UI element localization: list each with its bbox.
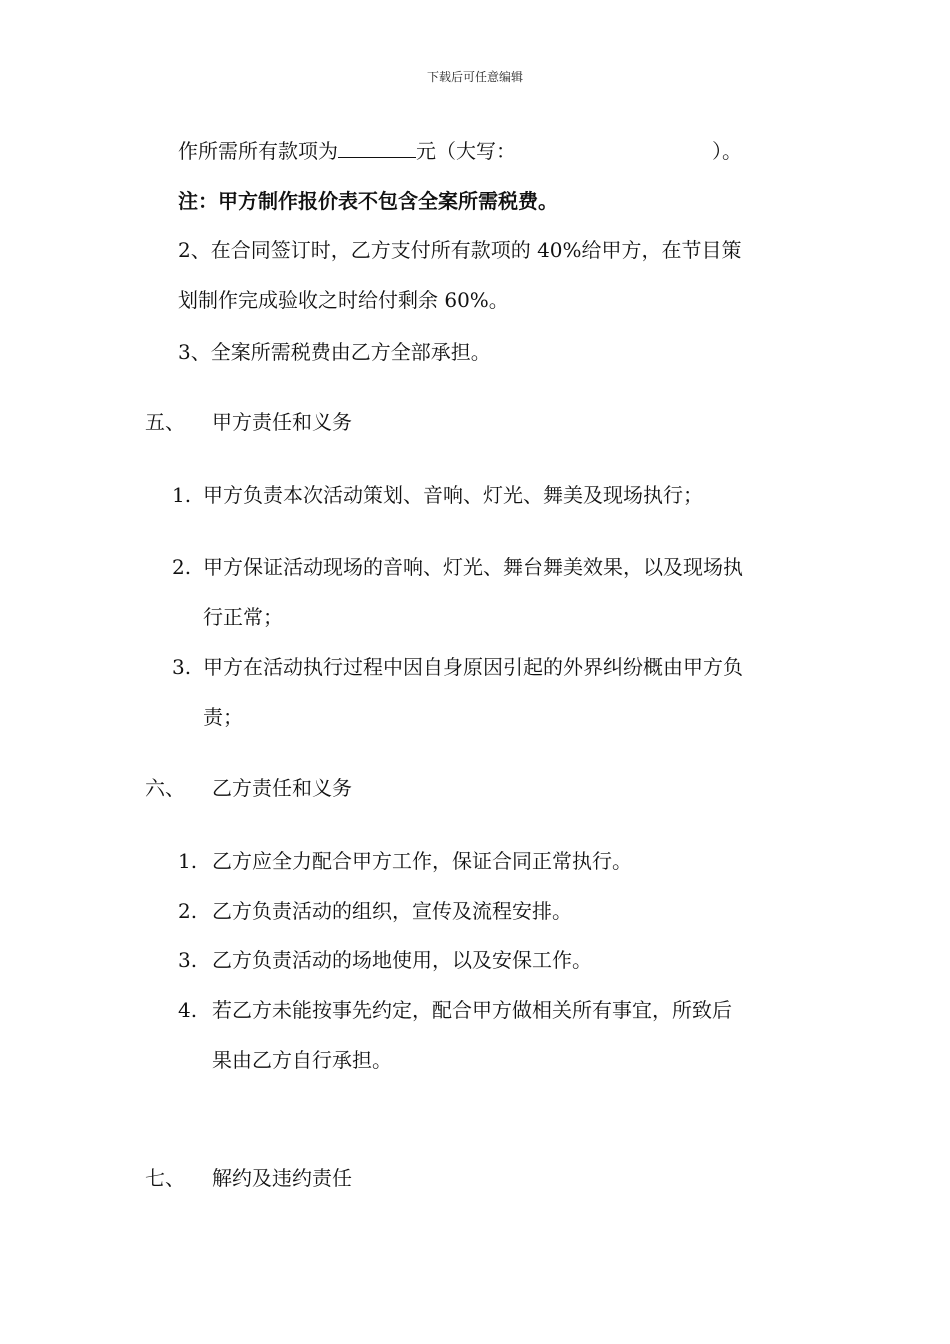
section-5-item-1: 甲方负责本次活动策划、音响、灯光、舞美及现场执行； bbox=[203, 483, 703, 507]
section-5-item-3-line-1: 甲方在活动执行过程中因自身原因引起的外界纠纷概由甲方负 bbox=[203, 655, 743, 679]
section-6-item-2: 乙方负责活动的组织，宣传及流程安排。 bbox=[212, 899, 572, 923]
section-6-title: 乙方责任和义务 bbox=[212, 776, 352, 800]
section-6-item-1: 乙方应全力配合甲方工作，保证合同正常执行。 bbox=[212, 849, 632, 873]
section-5-item-1-num: 1. bbox=[172, 483, 192, 507]
section-6-item-4-num: 4. bbox=[178, 998, 198, 1022]
section-6-item-2-num: 2. bbox=[178, 899, 198, 923]
page-header: 下载后可任意编辑 bbox=[426, 70, 523, 84]
section-6-item-4-line-2: 果由乙方自行承担。 bbox=[212, 1048, 392, 1072]
section-6-item-3-num: 3. bbox=[178, 948, 198, 972]
section-6-item-4-line-1: 若乙方未能按事先约定，配合甲方做相关所有事宜，所致后 bbox=[212, 998, 732, 1022]
tax-note: 注：甲方制作报价表不包含全案所需税费。 bbox=[178, 189, 558, 213]
payment-total-unit: 元（大写： bbox=[416, 139, 516, 163]
section-5-item-2-num: 2. bbox=[172, 555, 192, 579]
section-5-item-2-line-1: 甲方保证活动现场的音响、灯光、舞台舞美效果，以及现场执 bbox=[203, 555, 743, 579]
section-6-item-1-num: 1. bbox=[178, 849, 198, 873]
section-5-title: 甲方责任和义务 bbox=[212, 410, 352, 434]
payment-item-2-line-2: 划制作完成验收之时给付剩余 60%。 bbox=[178, 288, 509, 312]
section-5-number: 五、 bbox=[145, 410, 185, 434]
payment-total-line bbox=[178, 137, 742, 165]
section-5-item-2-line-2: 行正常； bbox=[203, 605, 283, 629]
payment-item-2-line-1: 2、在合同签订时，乙方支付所有款项的 40%给甲方，在节目策 bbox=[178, 238, 742, 262]
section-5-item-3-num: 3. bbox=[172, 655, 192, 679]
section-6-item-3: 乙方负责活动的场地使用，以及安保工作。 bbox=[212, 948, 592, 972]
amount-blank bbox=[338, 137, 416, 158]
payment-total-prefix: 作所需所有款项为 bbox=[178, 139, 338, 163]
section-6-number: 六、 bbox=[145, 776, 185, 800]
section-5-item-3-line-2: 责； bbox=[203, 705, 243, 729]
payment-item-3: 3、全案所需税费由乙方全部承担。 bbox=[178, 340, 491, 364]
payment-total-close: ）。 bbox=[712, 139, 742, 163]
section-7-title: 解约及违约责任 bbox=[212, 1166, 352, 1190]
section-7-number: 七、 bbox=[145, 1166, 185, 1190]
